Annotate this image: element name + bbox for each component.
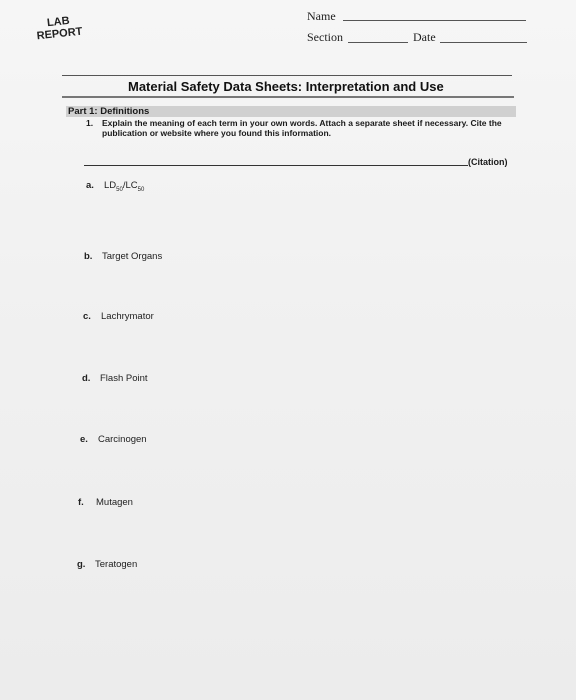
list-item [78,497,133,508]
date-field[interactable] [440,42,527,43]
instruction [86,118,516,138]
name-field[interactable] [343,20,526,21]
citation-label: (Citation) [468,157,508,167]
item-letter: b. [84,251,93,262]
item-letter: g. [77,559,86,570]
title-rule-top [62,75,512,76]
item-letter: a. [86,180,94,191]
list-item [84,251,162,262]
instruction-number: 1. [86,118,94,128]
list-item [80,434,147,445]
item-term: Flash Point [100,373,148,384]
item-term: Carcinogen [98,434,147,445]
item-term: Teratogen [95,559,138,570]
list-item [82,373,148,384]
item-letter: e. [80,434,88,445]
part-label: Part 1: Definitions [68,106,150,117]
list-item [83,311,154,322]
page-title: Material Safety Data Sheets: Interpretation and Use [128,79,444,94]
instruction-text: Explain the meaning of each term in your own words. Attach a separate sheet if necessary. Cite the publication or website where you found this information. [102,118,502,138]
report-label: REPORT [36,25,83,43]
item-letter: f. [78,497,84,508]
name-label: Name [307,9,336,23]
item-letter: c. [83,311,91,322]
item-term: $LD_{50}/LC_{50}$ [104,180,145,193]
lab-report-stamp [35,14,83,43]
date-label: Date [413,30,436,44]
item-letter: d. [82,373,91,384]
list-item [86,180,144,193]
section-field[interactable] [348,42,408,43]
lab-label: LAB [46,14,71,30]
title-rule-bottom [62,96,514,98]
list-item [77,559,137,570]
item-term: Lachrymator [101,311,154,322]
item-term: Mutagen [96,497,133,508]
citation-field[interactable] [84,165,468,166]
section-label: Section [307,30,343,44]
item-term: Target Organs [102,251,163,262]
